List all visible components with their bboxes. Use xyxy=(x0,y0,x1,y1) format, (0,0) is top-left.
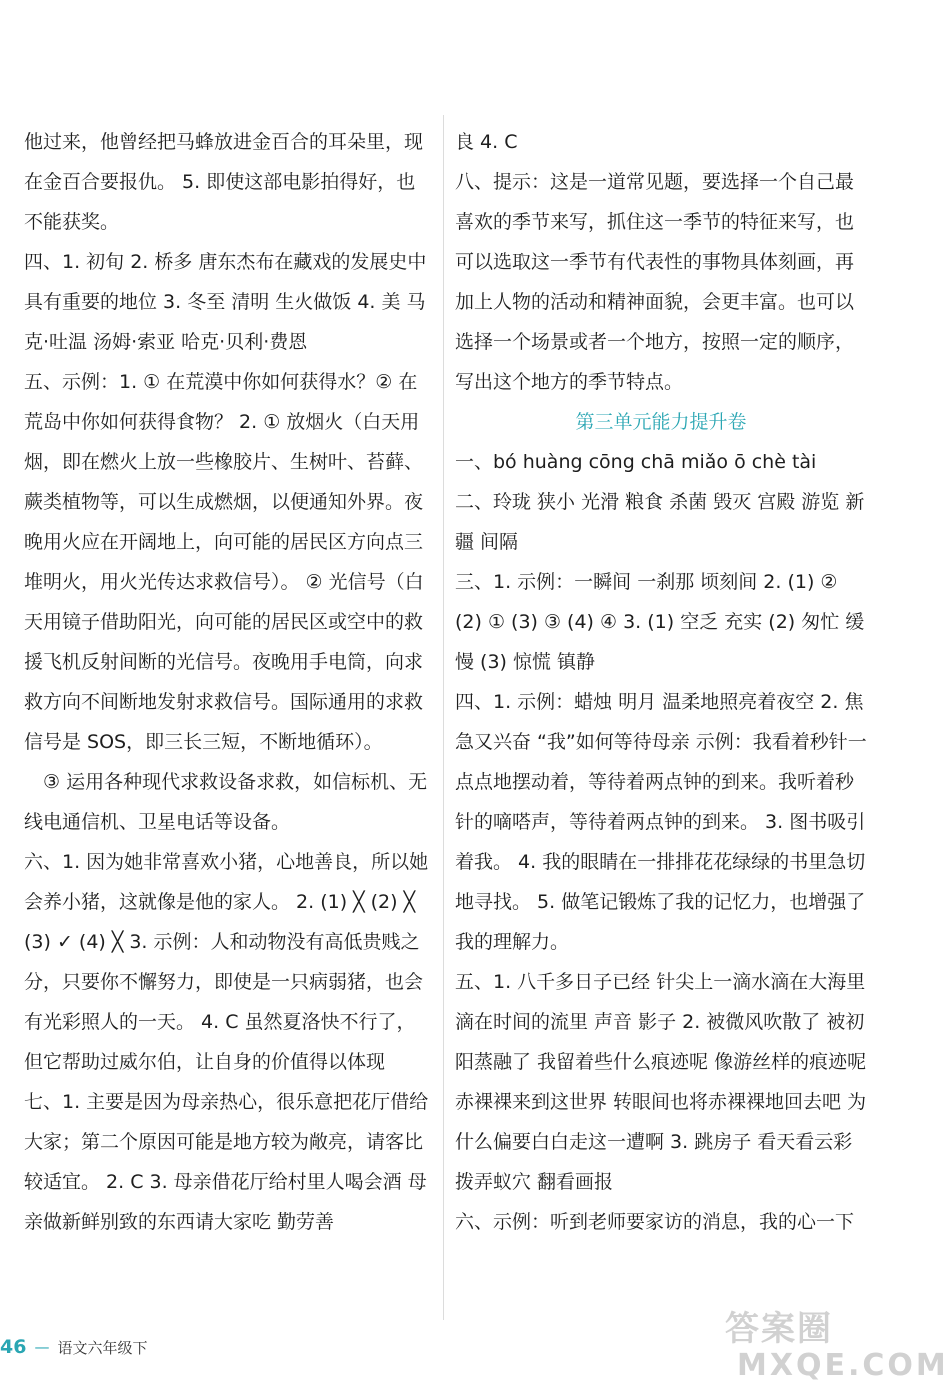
watermark-logo xyxy=(725,1308,949,1388)
column-divider xyxy=(443,115,444,1320)
unit-title: 第三单元能力提升卷 xyxy=(575,411,747,433)
right-para-7: 五、1. 八千多日子已经 针尖上一滴水滴在大海里 滴在时间的流里 声音 影子 2. 被微风吹散了 被初阳蒸融了 我留着些什么痕迹呢 像游丝样的痕迹呢 赤裸裸来到这世界 转眼间也将赤裸裸地回去吧 为什么偏要白白走这一遭啊 3. 跳房子 看天看云彩 拨弄蚁穴 翻看画报 xyxy=(455,971,867,1193)
left-para-3: 五、示例：1. ① 在荒漠中你如何获得水？② 在荒岛中你如何获得食物？ 2. ① 放烟火（白天用烟，即在燃火上放一些橡胶片、生树叶、苔藓、蕨类植物等，可以生成燃烟，以便通知外界。夜晚用火应在开阔地上，向可能的居民区方向点三堆明火，用火光传达求救信号）。 ② 光信号（白天用镜子借助阳光，向可能的居民区或空中的救援飞机反射间断的光信号。夜晚用手电筒，向求救方向不间断地发射求救信号。国际通用的求救信号是 SOS，即三长三短，不断地循环）。 xyxy=(24,371,424,753)
right-para-3: 一、bó huàng cōng chā miǎo ō chè tài xyxy=(455,451,817,473)
right-para-2: 八、提示：这是一道常见题，要选择一个自己最喜欢的季节来写，抓住这一季节的特征来写，也可以选取这一季节有代表性的事物具体刻画，再加上人物的活动和精神面貌，会更丰富。也可以选择一个场景或者一个地方，按照一定的顺序，写出这个地方的季节特点。 xyxy=(455,171,855,393)
right-para-5: 三、1. 示例：一瞬间 一刹那 顷刻间 2. (1) ② (2) ① (3) ③ (4) ④ 3. (1) 空乏 充实 (2) 匆忙 缓慢 (3) 惊慌 镇静 xyxy=(455,571,865,673)
watermark-line2: MXQE.COM xyxy=(737,1348,949,1383)
right-para-1: 良 4. C xyxy=(455,131,518,153)
right-para-4: 二、玲珑 狭小 光滑 粮食 杀菌 毁灭 宫殿 游览 新疆 间隔 xyxy=(455,491,865,553)
right-para-6: 四、1. 示例：蜡烛 明月 温柔地照亮着夜空 2. 焦急又兴奋 “我”如何等待母亲 示例：我看着秒针一点点地摆动着，等待着两点钟的到来。我听着秒针的嘀嗒声，等待着两点钟的到来。 3. 图书吸引着我。 4. 我的眼睛在一排排花花绿绿的书里急切地寻找。 5. 做笔记锻炼了我的记忆力，也增强了我的理解力。 xyxy=(455,691,867,953)
page-footer xyxy=(0,1332,147,1362)
left-para-5: 六、1. 因为她非常喜欢小猪，心地善良，所以她会养小猪，这就像是他的家人。 2. (1) ╳ (2) ╳ (3) ✓ (4) ╳ 3. 示例：人和动物没有高低贵贱之分，只要你不懈努力，即使是一只病弱猪，也会有光彩照人的一天。 4. C 虽然夏洛快不行了，但它帮助过威尔伯，让自身的价值得以体现 xyxy=(24,851,429,1073)
right-para-8: 六、示例：听到老师要家访的消息，我的心一下 xyxy=(455,1211,855,1233)
watermark-line1: 答案圈 xyxy=(725,1309,833,1349)
left-para-4: ③ 运用各种现代求救设备求救，如信标机、无线电通信机、卫星电话等设备。 xyxy=(24,771,428,833)
left-para-6: 七、1. 主要是因为母亲热心，很乐意把花厅借给大家；第二个原因可能是地方较为敞亮，请客比较适宜。 2. C 3. 母亲借花厅给村里人喝会酒 母亲做新鲜别致的东西请大家吃 勤劳善 xyxy=(24,1091,429,1233)
right-column xyxy=(455,122,867,1242)
left-para-1: 他过来，他曾经把马蜂放进金百合的耳朵里，现在金百合要报仇。 5. 即使这部电影拍得好，也不能获奖。 xyxy=(24,131,424,233)
footer-dash: — xyxy=(34,1338,50,1356)
page-number: 46 xyxy=(0,1336,27,1358)
left-column xyxy=(24,122,432,1242)
book-label: 语文六年级下 xyxy=(57,1338,148,1357)
left-para-2: 四、1. 初旬 2. 桥多 唐东杰布在藏戏的发展史中具有重要的地位 3. 冬至 清明 生火做饭 4. 美 马克·吐温 汤姆·索亚 哈克·贝利·费恩 xyxy=(24,251,427,353)
